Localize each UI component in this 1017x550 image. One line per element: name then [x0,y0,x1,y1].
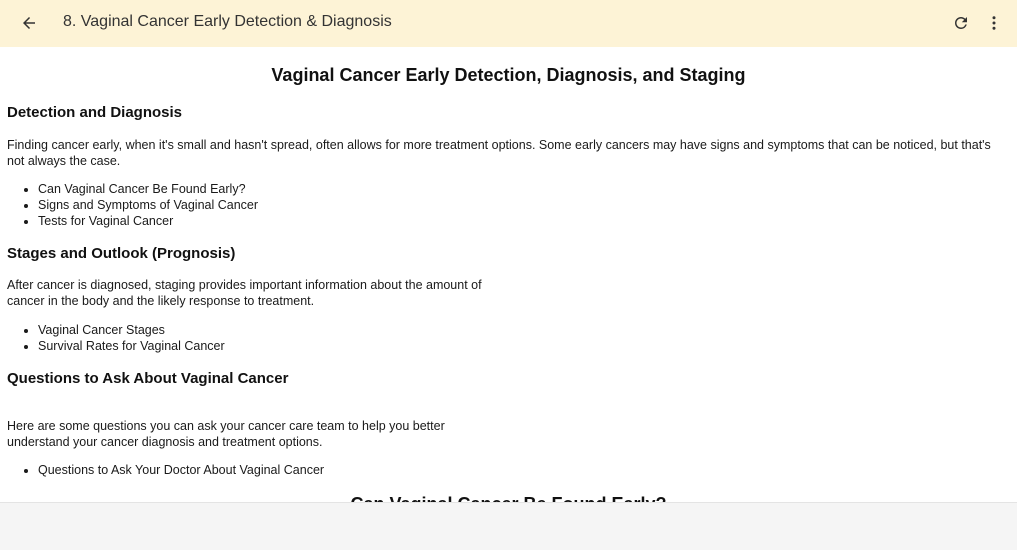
refresh-icon [952,14,970,32]
link-found-early[interactable]: • Can Vaginal Cancer Be Found Early? [38,181,258,197]
link-survival-rates[interactable]: • Survival Rates for Vaginal Cancer [38,338,225,354]
back-button[interactable] [14,8,44,38]
link-list-stages [7,322,225,354]
section-paragraph-questions: Here are some questions you can ask your cancer care team to help you better understand your cancer diagnosis and treatment options. [7,419,445,449]
link-tests[interactable]: • Tests for Vaginal Cancer [38,213,258,229]
bottom-bar [0,502,1017,550]
more-options-button[interactable] [982,10,1006,36]
more-vert-icon [985,14,1003,32]
section-paragraph-stages: After cancer is diagnosed, staging provides important information about the amount of cancer in the body and the likely response to treatment. [7,278,482,308]
section-paragraph-detection: Finding cancer early, when it's small and hasn't spread, often allows for more treatment options. Some early cancers may have signs and symptoms that can be noticed, but that's not always the case. [7,138,991,168]
refresh-button[interactable] [948,10,974,36]
section-heading-stages: Stages and Outlook (Prognosis) [7,245,236,262]
link-list-questions [7,462,324,478]
arrow-back-icon [20,14,38,32]
link-signs-symptoms[interactable]: • Signs and Symptoms of Vaginal Cancer [38,197,258,213]
section-heading-detection: Detection and Diagnosis [7,104,183,121]
link-list-detection [7,181,258,229]
link-stages[interactable]: • Vaginal Cancer Stages [38,322,225,338]
section-heading-questions: Questions to Ask About Vaginal Cancer [7,370,289,387]
app-toolbar [0,0,1017,47]
link-questions-doctor[interactable]: • Questions to Ask Your Doctor About Vaginal Cancer [38,462,324,478]
article-content[interactable] [0,47,1017,502]
toolbar-title: 8. Vaginal Cancer Early Detection & Diagnosis [63,13,392,30]
page-title: Vaginal Cancer Early Detection, Diagnosis, and Staging [271,65,746,85]
